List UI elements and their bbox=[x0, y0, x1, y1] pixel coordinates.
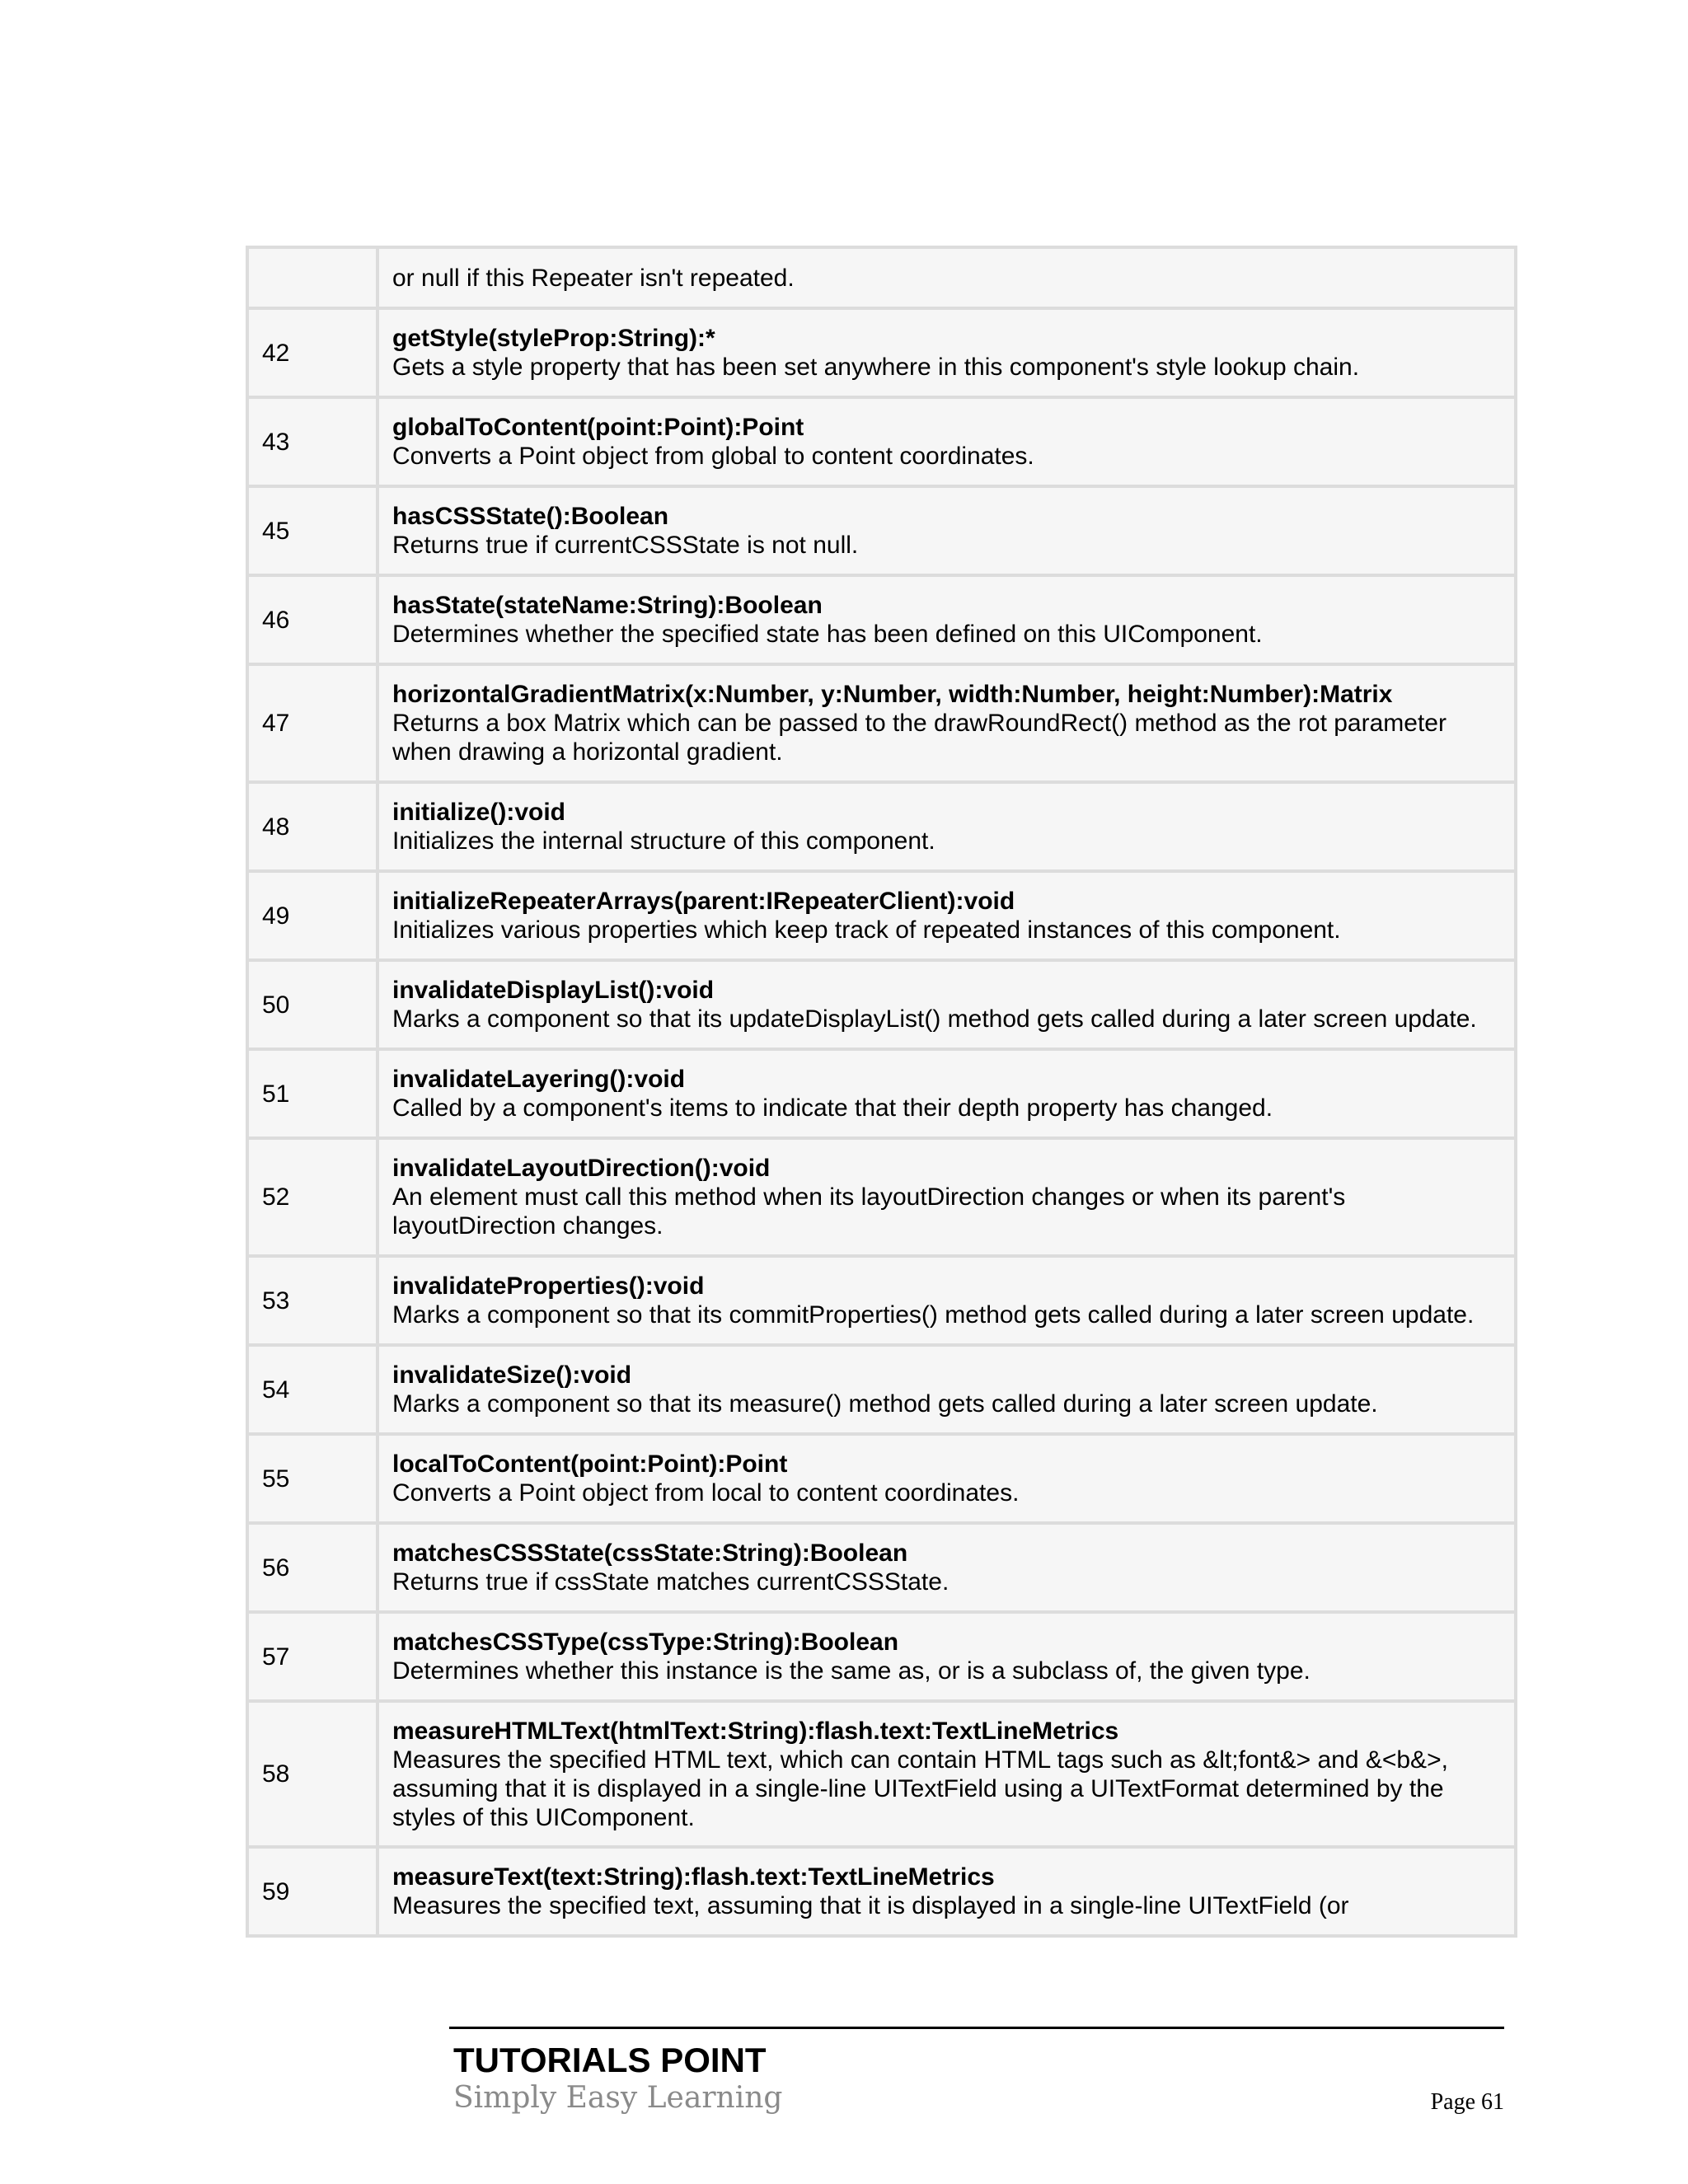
method-signature: initialize():void bbox=[392, 799, 565, 826]
row-description-cell bbox=[377, 664, 1516, 782]
method-signature: measureText(text:String):flash.text:TextLineMetrics bbox=[392, 1863, 995, 1891]
row-description-cell bbox=[377, 1612, 1516, 1701]
page-number: Page 61 bbox=[1430, 2089, 1504, 2115]
method-signature: matchesCSSType(cssType:String):Boolean bbox=[392, 1629, 899, 1656]
row-description-cell bbox=[377, 1138, 1516, 1256]
row-number: 56 bbox=[247, 1523, 377, 1612]
method-description: Determines whether the specified state has been defined on this UIComponent. bbox=[392, 621, 1263, 648]
table-row bbox=[247, 1345, 1516, 1434]
method-description: Initializes various properties which keep track of repeated instances of this component. bbox=[392, 916, 1341, 944]
row-number: 49 bbox=[247, 871, 377, 960]
method-description: Called by a component's items to indicate that their depth property has changed. bbox=[392, 1094, 1273, 1122]
method-signature: localToContent(point:Point):Point bbox=[392, 1451, 788, 1478]
table-row bbox=[247, 782, 1516, 871]
footer-tagline: Simply Easy Learning bbox=[453, 2081, 783, 2115]
method-signature: invalidateSize():void bbox=[392, 1361, 632, 1389]
row-description-cell bbox=[377, 871, 1516, 960]
table-row bbox=[247, 1138, 1516, 1256]
row-number: 50 bbox=[247, 960, 377, 1049]
method-signature: invalidateLayoutDirection():void bbox=[392, 1155, 771, 1182]
footer-divider bbox=[449, 2027, 1504, 2029]
method-description: Determines whether this instance is the same as, or is a subclass of, the given type. bbox=[392, 1657, 1311, 1685]
row-number: 57 bbox=[247, 1612, 377, 1701]
row-description-cell bbox=[377, 960, 1516, 1049]
row-number: 53 bbox=[247, 1256, 377, 1345]
row-number: 47 bbox=[247, 664, 377, 782]
method-description: Marks a component so that its updateDisplayList() method gets called during a later screen update. bbox=[392, 1005, 1477, 1033]
method-signature: invalidateLayering():void bbox=[392, 1066, 686, 1093]
table-row bbox=[247, 1256, 1516, 1345]
table-row bbox=[247, 1434, 1516, 1523]
method-signature: hasState(stateName:String):Boolean bbox=[392, 592, 823, 619]
method-description: Converts a Point object from global to content coordinates. bbox=[392, 443, 1034, 470]
row-number: 48 bbox=[247, 782, 377, 871]
row-description-cell bbox=[377, 1523, 1516, 1612]
method-signature: measureHTMLText(htmlText:String):flash.text:TextLineMetrics bbox=[392, 1717, 1119, 1745]
row-description-cell bbox=[377, 1049, 1516, 1138]
method-signature: initializeRepeaterArrays(parent:IRepeaterClient):void bbox=[392, 888, 1015, 915]
method-description: Measures the specified HTML text, which can contain HTML tags such as &lt;font&> and &<b&>, assuming that it is displayed in a single-line UITextField using a UITextFormat determined by the styles of this UIComponent. bbox=[392, 1746, 1448, 1831]
method-description: Converts a Point object from local to content coordinates. bbox=[392, 1479, 1020, 1507]
row-number: 55 bbox=[247, 1434, 377, 1523]
row-number bbox=[247, 247, 377, 308]
table-row bbox=[247, 308, 1516, 397]
methods-table bbox=[246, 246, 1517, 1938]
row-description-cell bbox=[377, 247, 1516, 308]
table-row bbox=[247, 397, 1516, 486]
row-description-cell bbox=[377, 575, 1516, 664]
method-description: Marks a component so that its measure() method gets called during a later screen update. bbox=[392, 1390, 1378, 1418]
method-description: or null if this Repeater isn't repeated. bbox=[392, 264, 795, 292]
row-number: 58 bbox=[247, 1701, 377, 1847]
table-row bbox=[247, 575, 1516, 664]
row-number: 59 bbox=[247, 1847, 377, 1936]
footer-brand: TUTORIALS POINT bbox=[453, 2041, 767, 2079]
method-description: Gets a style property that has been set anywhere in this component's style lookup chain. bbox=[392, 354, 1360, 381]
table-row bbox=[247, 1701, 1516, 1847]
method-signature: getStyle(styleProp:String):* bbox=[392, 325, 715, 352]
row-description-cell bbox=[377, 782, 1516, 871]
method-description: Returns a box Matrix which can be passed to the drawRoundRect() method as the rot parameter when drawing a horizontal gradient. bbox=[392, 710, 1447, 766]
row-description-cell bbox=[377, 1434, 1516, 1523]
row-description-cell bbox=[377, 1701, 1516, 1847]
method-signature: matchesCSSState(cssState:String):Boolean bbox=[392, 1540, 908, 1567]
method-description: Marks a component so that its commitProperties() method gets called during a later screen update. bbox=[392, 1301, 1475, 1329]
method-description: Returns true if cssState matches currentCSSState. bbox=[392, 1568, 950, 1596]
table-row bbox=[247, 247, 1516, 308]
method-signature: invalidateProperties():void bbox=[392, 1272, 705, 1300]
row-number: 51 bbox=[247, 1049, 377, 1138]
row-number: 54 bbox=[247, 1345, 377, 1434]
table-row bbox=[247, 1523, 1516, 1612]
row-description-cell bbox=[377, 397, 1516, 486]
table-row bbox=[247, 1049, 1516, 1138]
row-number: 43 bbox=[247, 397, 377, 486]
row-number: 46 bbox=[247, 575, 377, 664]
method-description: Initializes the internal structure of this component. bbox=[392, 827, 935, 855]
row-description-cell bbox=[377, 486, 1516, 575]
table-row bbox=[247, 960, 1516, 1049]
table-row bbox=[247, 486, 1516, 575]
method-description: Measures the specified text, assuming that it is displayed in a single-line UITextField (or bbox=[392, 1892, 1349, 1919]
row-description-cell bbox=[377, 308, 1516, 397]
row-number: 52 bbox=[247, 1138, 377, 1256]
row-description-cell bbox=[377, 1256, 1516, 1345]
table-row bbox=[247, 664, 1516, 782]
row-number: 45 bbox=[247, 486, 377, 575]
table-row bbox=[247, 1612, 1516, 1701]
method-description: An element must call this method when its layoutDirection changes or when its parent's layoutDirection changes. bbox=[392, 1183, 1346, 1240]
table-row bbox=[247, 871, 1516, 960]
method-signature: globalToContent(point:Point):Point bbox=[392, 414, 804, 441]
method-signature: hasCSSState():Boolean bbox=[392, 503, 669, 530]
method-signature: horizontalGradientMatrix(x:Number, y:Number, width:Number, height:Number):Matrix bbox=[392, 681, 1393, 708]
method-signature: invalidateDisplayList():void bbox=[392, 977, 715, 1004]
table-row bbox=[247, 1847, 1516, 1936]
row-description-cell bbox=[377, 1847, 1516, 1936]
method-description: Returns true if currentCSSState is not null. bbox=[392, 532, 859, 559]
row-description-cell bbox=[377, 1345, 1516, 1434]
row-number: 42 bbox=[247, 308, 377, 397]
